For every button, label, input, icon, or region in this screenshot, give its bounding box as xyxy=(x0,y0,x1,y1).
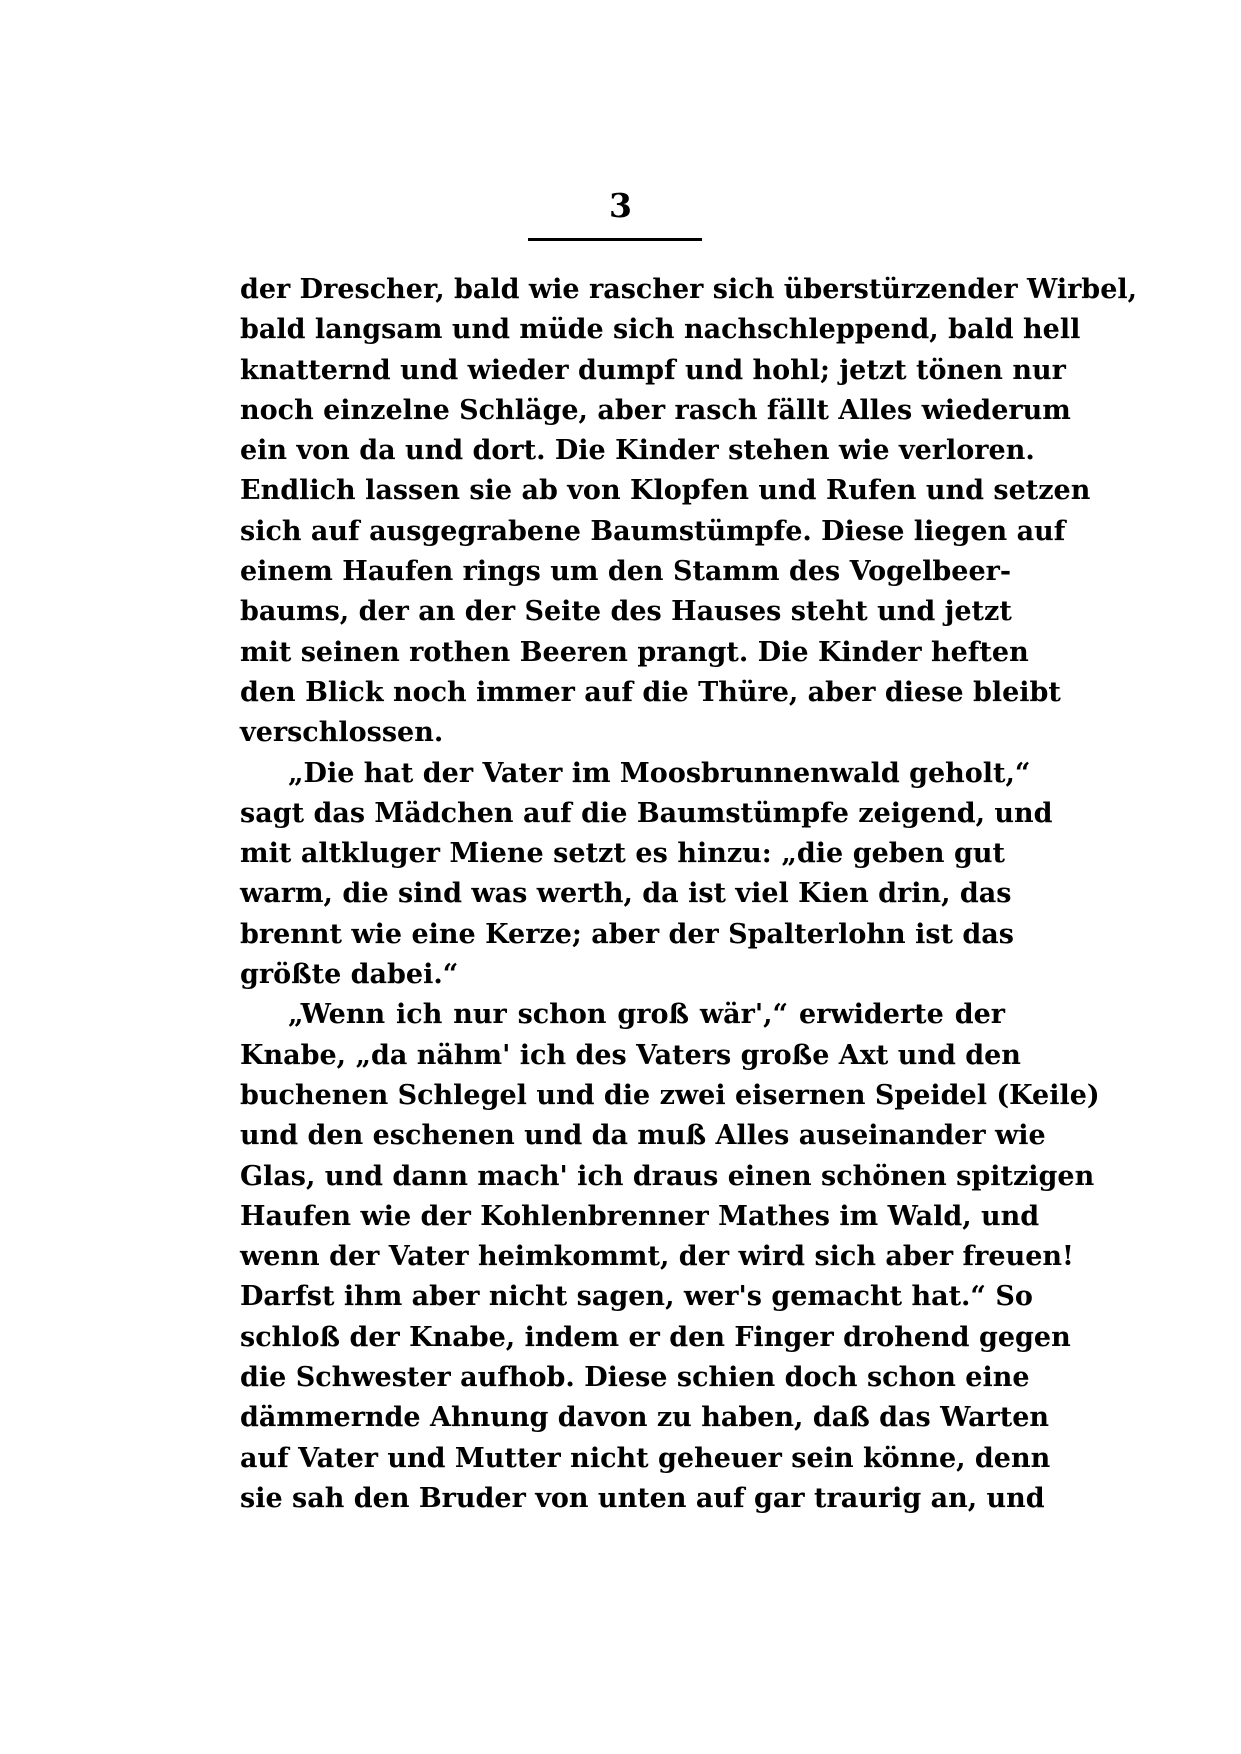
text-line: „Wenn ich nur schon groß wär',“ erwiderte der xyxy=(288,999,1005,1031)
page-number: 3 xyxy=(609,186,632,225)
text-line: buchenen Schlegel und die zwei eisernen Speidel (Keile) xyxy=(240,1079,1100,1111)
text-line: sagt das Mädchen auf die Baumstümpfe zeigend, und xyxy=(240,797,1053,829)
text-line: Knabe, „da nähm' ich des Vaters große Axt und den xyxy=(240,1039,1021,1071)
text-line: größte dabei.“ xyxy=(240,959,459,991)
text-line: mit altkluger Miene setzt es hinzu: „die geben gut xyxy=(240,838,1005,870)
text-line: bald langsam und müde sich nachschleppend, bald hell xyxy=(240,314,1081,346)
text-line: Endlich lassen sie ab von Klopfen und Rufen und setzen xyxy=(240,475,1091,507)
text-line: warm, die sind was werth, da ist viel Kien drin, das xyxy=(240,878,1012,910)
text-line: verschlossen. xyxy=(240,717,444,749)
text-line: ein von da und dort. Die Kinder stehen wie verloren. xyxy=(240,435,1035,467)
text-line: „Die hat der Vater im Moosbrunnenwald geholt,“ xyxy=(288,757,1031,789)
text-line: sie sah den Bruder von unten auf gar traurig an, und xyxy=(240,1482,1045,1514)
text-line: den Blick noch immer auf die Thüre, aber diese bleibt xyxy=(240,676,1061,708)
text-line: und den eschenen und da muß Alles auseinander wie xyxy=(240,1120,1046,1152)
text-line: schloß der Knabe, indem er den Finger drohend gegen xyxy=(240,1321,1071,1353)
text-line: noch einzelne Schläge, aber rasch fällt Alles wiederum xyxy=(240,394,1071,426)
text-line: mit seinen rothen Beeren prangt. Die Kinder heften xyxy=(240,636,1029,668)
text-line: die Schwester aufhob. Diese schien doch schon eine xyxy=(240,1362,1030,1394)
text-line: der Drescher, bald wie rascher sich überstürzender Wirbel, xyxy=(240,274,1138,305)
text-line: auf Vater und Mutter nicht geheuer sein könne, denn xyxy=(240,1442,1051,1474)
body-text xyxy=(240,270,1138,1519)
text-line: Glas, und dann mach' ich draus einen schönen spitzigen xyxy=(240,1160,1095,1192)
text-line: Haufen wie der Kohlenbrenner Mathes im Wald, und xyxy=(240,1200,1040,1232)
header-rule xyxy=(528,238,702,241)
text-line: knatternd und wieder dumpf und hohl; jetzt tönen nur xyxy=(240,354,1066,386)
text-line: dämmernde Ahnung davon zu haben, daß das Warten xyxy=(240,1402,1050,1434)
text-line: einem Haufen rings um den Stamm des Vogelbeer- xyxy=(240,556,1012,588)
text-line: Darfst ihm aber nicht sagen, wer's gemacht hat.“ So xyxy=(240,1281,1033,1313)
text-line: baums, der an der Seite des Hauses steht und jetzt xyxy=(240,596,1012,628)
text-line: brennt wie eine Kerze; aber der Spalterlohn ist das xyxy=(240,918,1014,950)
text-line: sich auf ausgegrabene Baumstümpfe. Diese liegen auf xyxy=(240,515,1066,547)
text-line: wenn der Vater heimkommt, der wird sich aber freuen! xyxy=(240,1241,1074,1273)
